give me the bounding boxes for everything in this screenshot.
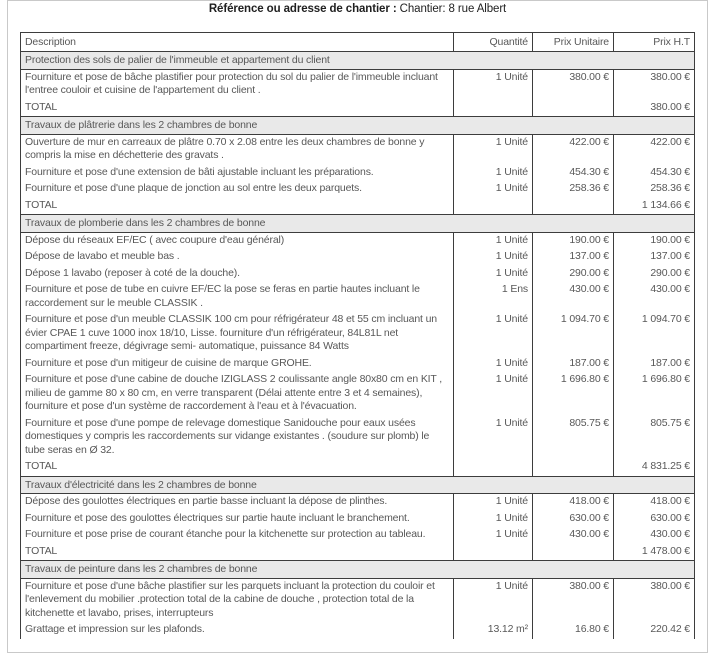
column-header-unit-price: Prix Unitaire <box>533 33 614 52</box>
cell-total-price: 805.75 € <box>614 416 695 460</box>
cell-quantity: 1 Ens <box>454 282 533 312</box>
cell-total-price: 258.36 € <box>614 181 695 198</box>
section-total-value: 1 134.66 € <box>614 198 695 215</box>
cell-total-price: 1 094.70 € <box>614 312 695 356</box>
cell-unit-price: 805.75 € <box>533 416 614 460</box>
cell-quantity: 1 Unité <box>454 356 533 373</box>
cell-total-price: 430.00 € <box>614 282 695 312</box>
column-header-quantity: Quantité <box>454 33 533 52</box>
cell-quantity: 1 Unité <box>454 312 533 356</box>
cell-description: Dépose du réseaux EF/EC ( avec coupure d'eau général) <box>21 232 454 249</box>
cell-unit-price: 454.30 € <box>533 165 614 182</box>
section-total-row <box>21 100 695 117</box>
cell-total-price: 137.00 € <box>614 249 695 266</box>
table-body <box>21 52 695 639</box>
cell-quantity: 1 Unité <box>454 578 533 622</box>
cell-unit-price: 430.00 € <box>533 282 614 312</box>
cell-description: Fourniture et pose de bâche plastifier pour protection du sol du palier de l'immeuble incluant l'entree couloir et cuisine de l'appartement du client . <box>21 69 454 100</box>
cell-description: Fourniture et pose d'une pompe de relevage domestique Sanidouche pour eaux usées domestiques y compris les raccordements sur vidange existantes . (soudure sur plomb) le tube seras en Ø 32. <box>21 416 454 460</box>
cell-quantity: 1 Unité <box>454 527 533 544</box>
section-header-row <box>21 476 695 494</box>
section-title: Travaux de peinture dans les 2 chambres de bonne <box>21 561 695 579</box>
cell-total-price: 190.00 € <box>614 232 695 249</box>
devis-table-wrapper <box>20 32 707 639</box>
section-total-value: 380.00 € <box>614 100 695 117</box>
table-row <box>21 266 695 283</box>
cell-unit-price: 16.80 € <box>533 622 614 639</box>
table-row <box>21 527 695 544</box>
table-row <box>21 494 695 511</box>
cell-unit-price: 258.36 € <box>533 181 614 198</box>
section-title: Travaux de plâtrerie dans les 2 chambres de bonne <box>21 117 695 135</box>
cell-unit-price: 137.00 € <box>533 249 614 266</box>
total-unit-price-empty <box>533 544 614 561</box>
table-header-row <box>21 33 695 52</box>
table-row <box>21 232 695 249</box>
chantier-reference-value: Chantier: 8 rue Albert <box>399 3 507 15</box>
table-row <box>21 372 695 416</box>
section-total-row <box>21 544 695 561</box>
cell-quantity: 1 Unité <box>454 494 533 511</box>
cell-description: Fourniture et pose d'un mitigeur de cuisine de marque GROHE. <box>21 356 454 373</box>
total-unit-price-empty <box>533 198 614 215</box>
cell-unit-price: 190.00 € <box>533 232 614 249</box>
table-row <box>21 312 695 356</box>
table-row <box>21 356 695 373</box>
cell-unit-price: 1 696.80 € <box>533 372 614 416</box>
cell-unit-price: 187.00 € <box>533 356 614 373</box>
cell-quantity: 1 Unité <box>454 372 533 416</box>
total-quantity-empty <box>454 198 533 215</box>
cell-total-price: 380.00 € <box>614 69 695 100</box>
cell-description: Ouverture de mur en carreaux de plâtre 0.70 x 2.08 entre les deux chambres de bonne y compris la mise en déchetterie des gravats . <box>21 134 454 165</box>
cell-total-price: 1 696.80 € <box>614 372 695 416</box>
cell-description: Fourniture et pose d'une cabine de douche IZIGLASS 2 coulissante angle 80x80 cm en KIT , milieu de gamme 80 x 80 cm, en verre transparent (Délai attente entre 3 et 4 semaines), fourniture et pose d'un système de raccordement à l'eau et à l'évacuation. <box>21 372 454 416</box>
table-row <box>21 181 695 198</box>
table-row <box>21 578 695 622</box>
cell-unit-price: 380.00 € <box>533 578 614 622</box>
table-row <box>21 416 695 460</box>
cell-unit-price: 1 094.70 € <box>533 312 614 356</box>
cell-total-price: 220.42 € <box>614 622 695 639</box>
cell-quantity: 1 Unité <box>454 134 533 165</box>
cell-total-price: 430.00 € <box>614 527 695 544</box>
cell-total-price: 380.00 € <box>614 578 695 622</box>
section-header-row <box>21 52 695 70</box>
section-header-row <box>21 215 695 233</box>
cell-unit-price: 290.00 € <box>533 266 614 283</box>
chantier-reference-label: Référence ou adresse de chantier : <box>208 3 397 15</box>
cell-quantity: 1 Unité <box>454 165 533 182</box>
total-unit-price-empty <box>533 100 614 117</box>
cell-total-price: 630.00 € <box>614 511 695 528</box>
cell-total-price: 454.30 € <box>614 165 695 182</box>
cell-description: Fourniture et pose prise de courant étanche pour la kitchenette sur protection au tableau. <box>21 527 454 544</box>
column-header-total-price: Prix H.T <box>614 33 695 52</box>
cell-quantity: 1 Unité <box>454 69 533 100</box>
total-label: TOTAL <box>21 459 454 476</box>
cell-description: Fourniture et pose des goulottes électriques sur partie haute incluant le branchement. <box>21 511 454 528</box>
section-total-row <box>21 198 695 215</box>
cell-total-price: 422.00 € <box>614 134 695 165</box>
cell-unit-price: 380.00 € <box>533 69 614 100</box>
total-quantity-empty <box>454 459 533 476</box>
cell-description: Dépose de lavabo et meuble bas . <box>21 249 454 266</box>
cell-quantity: 1 Unité <box>454 181 533 198</box>
cell-description: Fourniture et pose de tube en cuivre EF/EC la pose se feras en partie hautes incluant le raccordement sur le meuble CLASSIK . <box>21 282 454 312</box>
table-row <box>21 69 695 100</box>
section-header-row <box>21 117 695 135</box>
total-label: TOTAL <box>21 100 454 117</box>
table-row <box>21 165 695 182</box>
table-row <box>21 134 695 165</box>
total-label: TOTAL <box>21 198 454 215</box>
cell-description: Fourniture et pose d'une bâche plastifier sur les parquets incluant la protection du couloir et l'enlevement du mobilier .protection total de la cabine de douche , protection total de la kitchenette et lavabo, prises, interrupteurs <box>21 578 454 622</box>
cell-total-price: 290.00 € <box>614 266 695 283</box>
column-header-description: Description <box>21 33 454 52</box>
cell-description: Dépose des goulottes électriques en partie basse incluant la dépose de plinthes. <box>21 494 454 511</box>
total-quantity-empty <box>454 544 533 561</box>
table-row <box>21 249 695 266</box>
table-header <box>21 33 695 52</box>
table-row <box>21 511 695 528</box>
section-total-value: 1 478.00 € <box>614 544 695 561</box>
cell-quantity: 1 Unité <box>454 511 533 528</box>
cell-total-price: 187.00 € <box>614 356 695 373</box>
total-unit-price-empty <box>533 459 614 476</box>
cell-unit-price: 430.00 € <box>533 527 614 544</box>
cell-description: Fourniture et pose d'une plaque de jonction au sol entre les deux parquets. <box>21 181 454 198</box>
section-title: Protection des sols de palier de l'immeuble et appartement du client <box>21 52 695 70</box>
document-page <box>7 0 708 653</box>
total-label: TOTAL <box>21 544 454 561</box>
section-title: Travaux d'électricité dans les 2 chambres de bonne <box>21 476 695 494</box>
section-title: Travaux de plomberie dans les 2 chambres de bonne <box>21 215 695 233</box>
cell-description: Fourniture et pose d'une extension de bâti ajustable incluant les préparations. <box>21 165 454 182</box>
cell-quantity: 13.12 m² <box>454 622 533 639</box>
cell-unit-price: 418.00 € <box>533 494 614 511</box>
cell-quantity: 1 Unité <box>454 249 533 266</box>
cell-quantity: 1 Unité <box>454 416 533 460</box>
devis-table <box>20 32 695 639</box>
section-header-row <box>21 561 695 579</box>
cell-description: Fourniture et pose d'un meuble CLASSIK 100 cm pour réfrigérateur 48 et 55 cm incluant un évier CPAE 1 cuve 1000 inox 18/10, Lisse. fourniture d'un réfrigérateur, 84L81L net compartiment freeze, dégivrage semi- automatique, puissance 84 Watts <box>21 312 454 356</box>
cell-total-price: 418.00 € <box>614 494 695 511</box>
cell-description: Grattage et impression sur les plafonds. <box>21 622 454 639</box>
cell-quantity: 1 Unité <box>454 266 533 283</box>
cell-quantity: 1 Unité <box>454 232 533 249</box>
table-row <box>21 622 695 639</box>
cell-unit-price: 630.00 € <box>533 511 614 528</box>
cell-unit-price: 422.00 € <box>533 134 614 165</box>
cell-description: Dépose 1 lavabo (reposer à coté de la douche). <box>21 266 454 283</box>
section-total-row <box>21 459 695 476</box>
table-row <box>21 282 695 312</box>
chantier-reference <box>8 3 707 15</box>
total-quantity-empty <box>454 100 533 117</box>
section-total-value: 4 831.25 € <box>614 459 695 476</box>
